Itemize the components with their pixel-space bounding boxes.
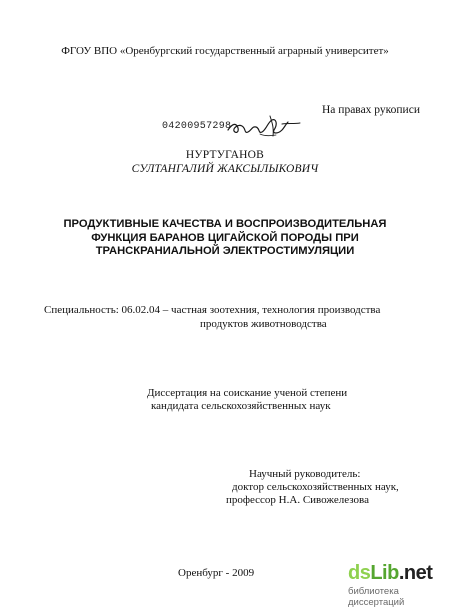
- supervisor-heading: Научный руководитель:: [249, 468, 361, 480]
- inventory-number: 04200957298: [162, 121, 232, 132]
- logo-part: .net: [398, 562, 433, 584]
- manuscript-note: На правах рукописи: [322, 104, 420, 116]
- supervisor-degree: доктор сельскохозяйственных наук,: [232, 481, 399, 493]
- dslib-watermark: [348, 562, 448, 608]
- institution-name: ФГОУ ВПО «Оренбургский государственный аграрный университет»: [61, 45, 389, 57]
- dissertation-title: [60, 218, 390, 259]
- degree-line: кандидата сельскохозяйственных наук: [151, 400, 331, 412]
- author-full-name: СУЛТАНГАЛИЙ ЖАКСЫЛЫКОВИЧ: [131, 163, 319, 175]
- logo-part: Lib: [370, 562, 399, 584]
- watermark-subtitle: библиотека диссертаций: [348, 586, 405, 608]
- specialty-line: продуктов животноводства: [200, 318, 327, 330]
- title-line: ПРОДУКТИВНЫЕ КАЧЕСТВА И ВОСПРОИЗВОДИТЕЛЬНАЯ: [63, 218, 387, 230]
- title-line: ФУНКЦИЯ БАРАНОВ ЦИГАЙСКОЙ ПОРОДЫ ПРИ: [91, 231, 359, 244]
- degree-line: Диссертация на соискание ученой степени: [147, 387, 348, 399]
- logo-part: ds: [348, 562, 371, 584]
- handwritten-signature: [226, 112, 302, 140]
- supervisor-name: профессор Н.А. Сивожелезова: [226, 494, 369, 506]
- title-line: ТРАНСКРАНИАЛЬНОЙ ЭЛЕКТРОСТИМУЛЯЦИИ: [95, 245, 355, 257]
- specialty-line: Специальность: 06.02.04 – частная зоотехния, технология производства: [44, 304, 381, 316]
- dslib-logo: [348, 562, 432, 585]
- city-year: Оренбург - 2009: [178, 567, 255, 579]
- author-surname: НУРТУГАНОВ: [185, 149, 265, 161]
